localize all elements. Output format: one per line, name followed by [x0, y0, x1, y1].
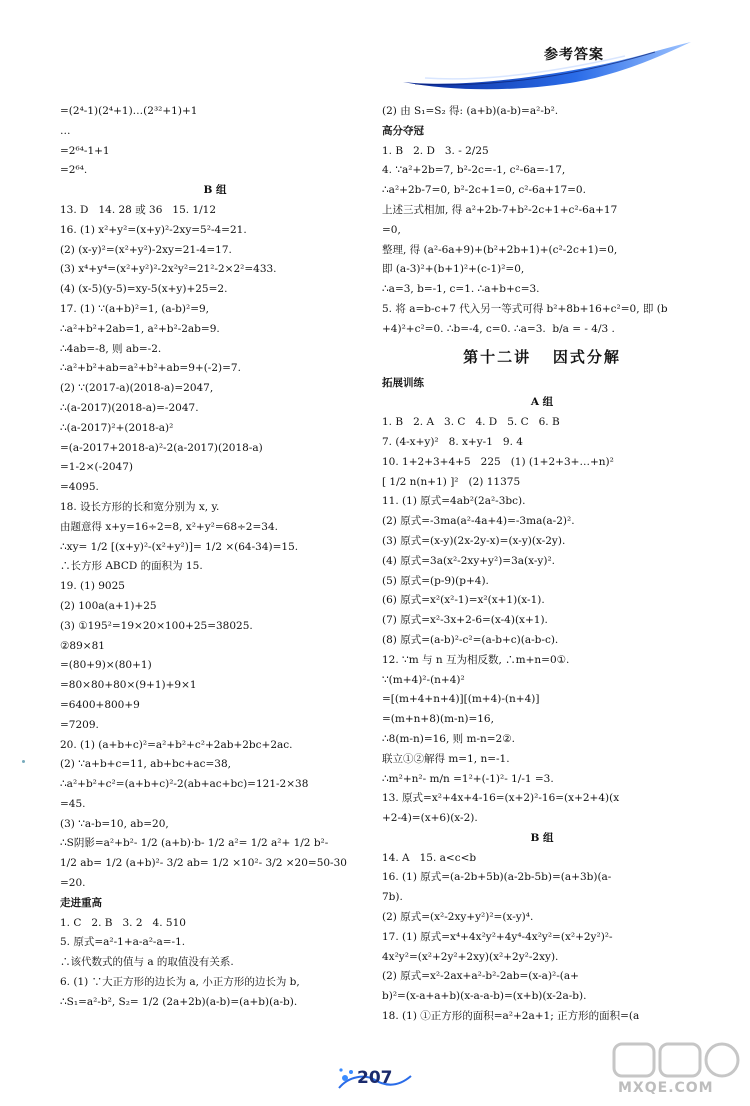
answer-line: 18. 设长方形的长和宽分别为 x, y. — [60, 500, 220, 513]
answer-line: ∴S₁=a²-b², S₂= 1/2 (2a+2b)(a-b)=(a+b)(a-b). — [60, 995, 298, 1008]
answer-line: (2) 原式=(x²-2xy+y²)²=(x-y)⁴. — [382, 911, 534, 924]
answer-line: 17. (1) 原式=x⁴+4x²y²+4y⁴-4x²y²=(x²+2y²)²- — [382, 930, 613, 943]
answer-line: ∴a=3, b=-1, c=1. ∴a+b+c=3. — [382, 283, 540, 296]
answer-line: 1/2 ab= 1/2 (a+b)²- 3/2 ab= 1/2 ×10²- 3/2 ×20=50-30 — [60, 857, 347, 870]
answer-line: 1. B 2. D 3. - 2/25 — [382, 144, 489, 157]
answer-line: ②89×81 — [60, 639, 105, 652]
answer-line: =1-2×(-2047) — [60, 461, 133, 474]
answer-line: =4095. — [60, 481, 99, 494]
answer-line: ∴(a-2017)(2018-a)=-2047. — [60, 401, 199, 414]
answer-line: =20. — [60, 877, 86, 890]
answer-line: =7209. — [60, 718, 99, 731]
answer-line: 16. (1) 原式=(a-2b+5b)(a-2b-5b)=(a+3b)(a- — [382, 871, 612, 884]
answer-line: (3) ①195²=19×20×100+25=38025. — [60, 619, 253, 632]
answer-line: (2) ∵(2017-a)(2018-a)=2047, — [60, 382, 214, 395]
answer-line: 1. B 2. A 3. C 4. D 5. C 6. B — [382, 416, 560, 429]
answer-line: ∴m²+n²- m/n =1²+(-1)²- 1/-1 =3. — [382, 772, 554, 785]
answer-line: [ 1/2 n(n+1) ]² (2) 11375 — [382, 475, 521, 488]
answer-line: 13. D 14. 28 或 36 15. 1/12 — [60, 203, 217, 216]
decorative-dot — [22, 760, 25, 763]
answer-line: =80×80+80×(9+1)+9×1 — [60, 679, 197, 692]
answer-line: =45. — [60, 797, 86, 810]
answer-line: ∴S阴影=a²+b²- 1/2 (a+b)·b- 1/2 a²= 1/2 a²+ 1/2 b²- — [60, 837, 329, 850]
answer-line: 4. ∵a²+2b=7, b²-2c=-1, c²-6a=-17, — [382, 164, 566, 177]
answer-line: ∴a²+2b-7=0, b²-2c+1=0, c²-6a+17=0. — [382, 184, 586, 197]
watermark-logo — [610, 1040, 750, 1106]
header-title: 参考答案 — [544, 47, 604, 63]
answer-line: =2⁶⁴. — [60, 164, 88, 177]
answer-line: (2) 原式=-3ma(a²-4a+4)=-3ma(a-2)². — [382, 515, 575, 528]
answer-line: 18. (1) ①正方形的面积=a²+2a+1; 正方形的面积=(a — [382, 1010, 640, 1023]
answer-line: 由题意得 x+y=16÷2=8, x²+y²=68÷2=34. — [60, 520, 278, 533]
answer-line: ∴a²+b²+ab=a²+b²+ab=9+(-2)=7. — [60, 362, 241, 375]
answer-line: =2⁶⁴-1+1 — [60, 144, 110, 157]
answer-line: 4x²y²=(x²+2y²+2xy)(x²+2y²-2xy). — [382, 950, 559, 963]
answer-line: ∴xy= 1/2 [(x+y)²-(x²+y²)]= 1/2 ×(64-34)=15. — [60, 540, 299, 553]
answer-line: B 组 — [530, 831, 554, 844]
answer-line: 5. 将 a=b-c+7 代入另一等式可得 b²+8b+16+c²=0, 即 (b — [382, 302, 668, 315]
answer-line: 19. (1) 9025 — [60, 580, 125, 593]
answer-line: ∴4ab=-8, 则 ab=-2. — [60, 342, 162, 355]
watermark-text: MXQE.COM — [618, 1080, 714, 1096]
answer-line: ∴8(m-n)=16, 则 m-n=2②. — [382, 732, 515, 745]
answer-line: (2) 100a(a+1)+25 — [60, 599, 157, 612]
answer-line: 7b). — [382, 891, 403, 904]
answer-line: =[(m+4+n+4)][(m+4)-(n+4)] — [382, 693, 540, 706]
answer-line: (2) 由 S₁=S₂ 得: (a+b)(a-b)=a²-b². — [382, 105, 559, 117]
answer-line: 整理, 得 (a²-6a+9)+(b²+2b+1)+(c²-2c+1)=0, — [382, 243, 618, 256]
answer-line: (7) 原式=x²-3x+2-6=(x-4)(x+1). — [382, 614, 548, 627]
answer-line: 6. (1) ∵大正方形的边长为 a, 小正方形的边长为 b, — [60, 976, 300, 989]
answer-line: 联立①②解得 m=1, n=-1. — [382, 752, 510, 765]
answer-line: 上述三式相加, 得 a²+2b-7+b²-2c+1+c²-6a+17 — [382, 203, 618, 216]
left-column — [60, 102, 370, 1013]
answer-line: (2) ∵a+b+c=11, ab+bc+ac=38, — [60, 758, 231, 771]
answer-line: (8) 原式=(a-b)²-c²=(a-b+c)(a-b-c). — [382, 633, 559, 646]
answer-line: =0, — [382, 223, 401, 236]
answer-line: ∴该代数式的值与 a 的取值没有关系. — [60, 956, 234, 969]
right-column — [382, 102, 702, 1027]
answer-line: =6400+800+9 — [60, 698, 140, 711]
page-number-badge — [335, 1066, 415, 1096]
answer-line: 17. (1) ∵(a+b)²=1, (a-b)²=9, — [60, 302, 210, 315]
answer-line: 12. ∵m 与 n 互为相反数, ∴m+n=0①. — [382, 653, 570, 666]
answer-line: b)²=(x-a+a+b)(x-a-a-b)=(x+b)(x-2a-b). — [382, 990, 587, 1003]
answer-line: (5) 原式=(p-9)(p+4). — [382, 574, 489, 587]
answer-line: (2) 原式=x²-2ax+a²-b²-2ab=(x-a)²-(a+ — [382, 970, 579, 983]
answer-line: 11. (1) 原式=4ab²(2a²-3bc). — [382, 495, 526, 508]
answer-line: =(m+n+8)(m-n)=16, — [382, 713, 494, 726]
answer-line: B 组 — [203, 184, 227, 197]
answer-line: 20. (1) (a+b+c)²=a²+b²+c²+2ab+2bc+2ac. — [60, 738, 293, 751]
answer-line: 16. (1) x²+y²=(x+y)²-2xy=5²-4=21. — [60, 223, 247, 236]
answer-line: 10. 1+2+3+4+5 225 (1) (1+2+3+…+n)² — [382, 455, 614, 468]
answer-line: (2) (x-y)²=(x²+y²)-2xy=21-4=17. — [60, 243, 232, 256]
answer-line: 14. A 15. a<c<b — [382, 851, 477, 864]
page-number: 207 — [357, 1068, 393, 1088]
answer-line: 走进重高 — [60, 896, 102, 909]
answer-line: 拓展训练 — [382, 376, 424, 389]
answer-line: ∴a²+b²+c²=(a+b+c)²-2(ab+ac+bc)=121-2×38 — [60, 778, 309, 791]
answer-line: 13. 原式=x²+4x+4-16=(x+2)²-16=(x+2+4)(x — [382, 792, 620, 805]
answer-line: 第十二讲 因式分解 — [463, 347, 621, 366]
answer-line: =(80+9)×(80+1) — [60, 659, 152, 672]
answer-line: (4) (x-5)(y-5)=xy-5(x+y)+25=2. — [60, 283, 228, 296]
answer-line: 高分夺冠 — [382, 124, 424, 137]
answer-line: 1. C 2. B 3. 2 4. 510 — [60, 916, 186, 929]
answer-line: ∴(a-2017)²+(2018-a)² — [60, 421, 174, 434]
answer-line: (6) 原式=x²(x²-1)=x²(x+1)(x-1). — [382, 594, 545, 607]
answer-line: ∵(m+4)²-(n+4)² — [382, 673, 465, 686]
answer-line: … — [60, 124, 71, 137]
answer-line: 5. 原式=a²-1+a-a²-a=-1. — [60, 936, 186, 949]
page-header — [0, 0, 750, 100]
answer-line: 即 (a-3)²+(b+1)²+(c-1)²=0, — [382, 263, 525, 276]
answer-line: +2-4)=(x+6)(x-2). — [382, 812, 478, 825]
answer-line: +4)²+c²=0. ∴b=-4, c=0. ∴a=3. b/a = - 4/3 . — [382, 322, 615, 335]
answer-line: ∴长方形 ABCD 的面积为 15. — [60, 560, 203, 573]
watermark-badge-icon — [610, 1040, 750, 1080]
answer-line: 7. (4-x+y)² 8. x+y-1 9. 4 — [382, 435, 523, 448]
answer-line: =(2⁴-1)(2⁴+1)…(2³²+1)+1 — [60, 105, 198, 117]
answer-line: (3) ∵a-b=10, ab=20, — [60, 817, 169, 830]
answer-line: (3) x⁴+y⁴=(x²+y²)²-2x²y²=21²-2×2²=433. — [60, 263, 277, 276]
answer-line: =(a-2017+2018-a)²-2(a-2017)(2018-a) — [60, 441, 263, 454]
answer-line: (4) 原式=3a(x²-2xy+y²)=3a(x-y)². — [382, 554, 555, 567]
answer-line: A 组 — [530, 396, 554, 409]
answer-line: (3) 原式=(x-y)(2x-2y-x)=(x-y)(x-2y). — [382, 534, 566, 547]
answer-line: ∴a²+b²+2ab=1, a²+b²-2ab=9. — [60, 322, 220, 335]
